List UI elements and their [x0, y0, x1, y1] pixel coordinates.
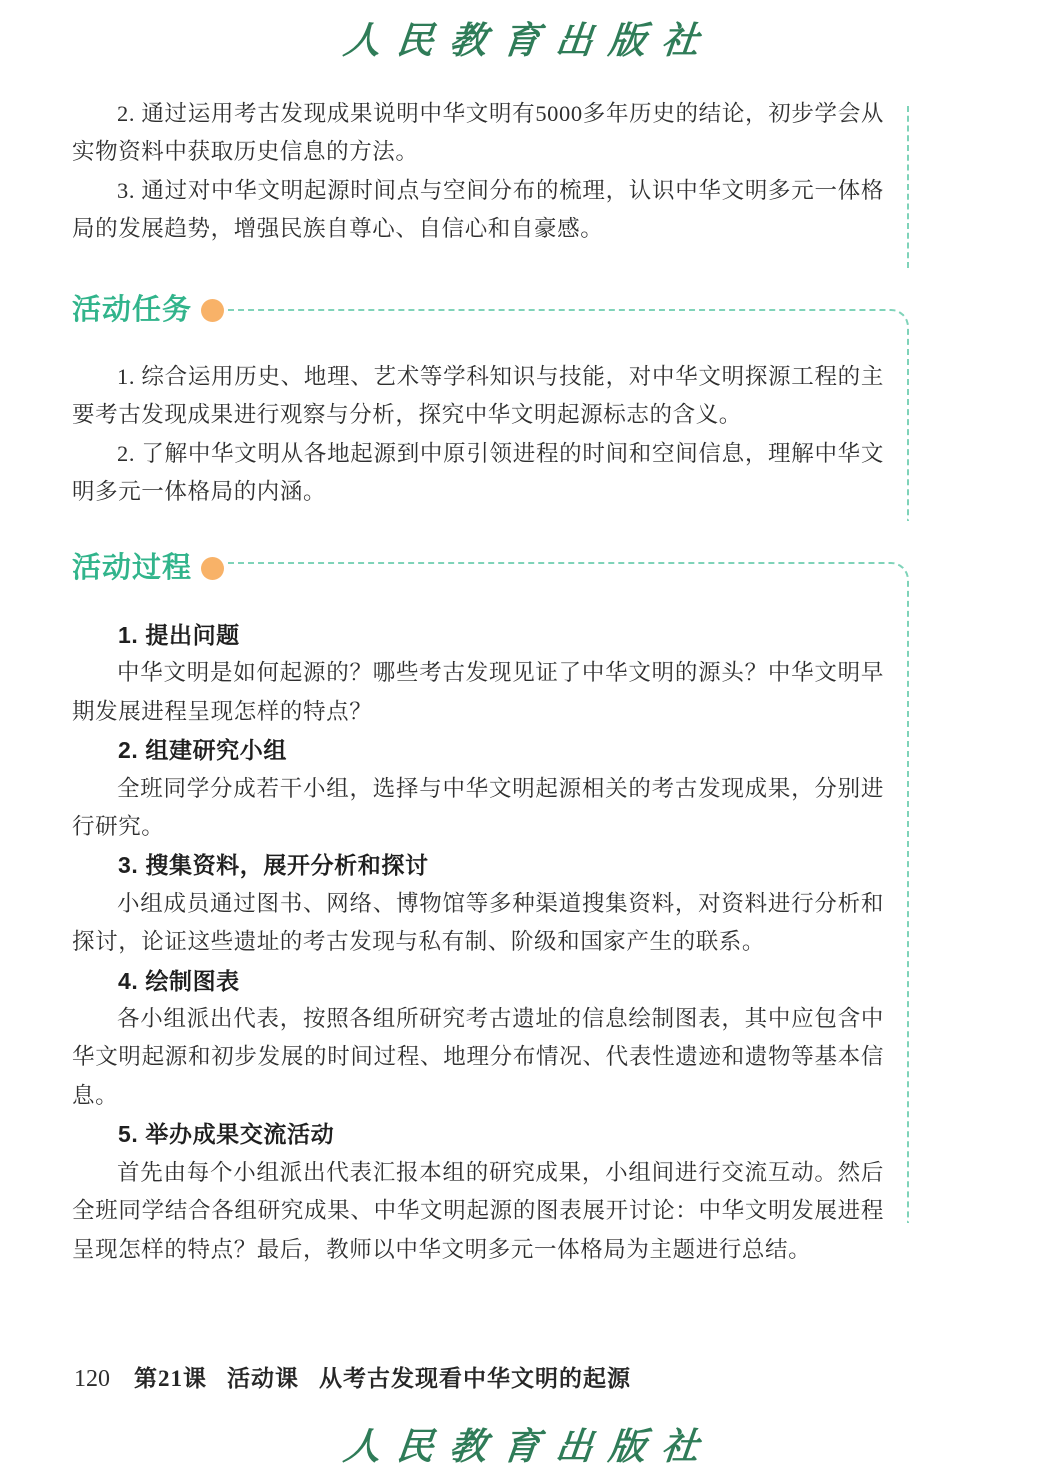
publisher-watermark-top: 人民教育出版社: [341, 18, 717, 62]
task-paragraph: 2. 了解中华文明从各地起源到中原引领进程的时间和空间信息，理解中华文明多元一体格局的内涵。: [72, 440, 884, 505]
footer-lesson-type: 活动课: [227, 1366, 299, 1391]
section-body-process: [72, 616, 884, 1269]
activity-step-heading: 4. 绘制图表: [118, 967, 240, 994]
intro-paragraph: 2. 通过运用考古发现成果说明中华文明有5000多年历史的结论，初步学会从实物资料中获取历史信息的方法。: [72, 101, 884, 165]
intro-paragraph: 3. 通过对中华文明起源时间点与空间分布的梳理，认识中华文明多元一体格局的发展趋势，增强民族自尊心、自信心和自豪感。: [72, 177, 884, 242]
section-title-process: 活动过程: [72, 552, 193, 584]
activity-step-heading: 5. 举办成果交流活动: [118, 1121, 335, 1148]
activity-step-body: 首先由每个小组派出代表汇报本组的研究成果，小组间进行交流互动。然后全班同学结合各组研究成果、中华文明起源的图表展开讨论：中华文明发展进程呈现怎样的特点？最后，教师以中华文明多元一体格局为主题进行总结。: [72, 1159, 884, 1262]
section-header-tasks: [72, 293, 224, 327]
page-footer: [74, 1360, 631, 1393]
section-body-tasks: [72, 358, 884, 512]
publisher-watermark-bottom: 人民教育出版社: [341, 1424, 717, 1468]
activity-step-body: 全班同学分成若干小组，选择与中华文明起源相关的考古发现成果，分别进行研究。: [72, 775, 884, 840]
intro-paragraphs: [72, 95, 884, 249]
orange-dot-icon: [201, 299, 224, 322]
activity-step-body: 中华文明是如何起源的？哪些考古发现见证了中华文明的源头？中华文明早期发展进程呈现怎样的特点？: [72, 660, 884, 724]
activity-step-heading: 2. 组建研究小组: [118, 737, 287, 764]
task-paragraph: 1. 综合运用历史、地理、艺术等学科知识与技能，对中华文明探源工程的主要考古发现成果进行观察与分析，探究中华文明起源标志的含义。: [72, 364, 884, 428]
activity-step-body: 小组成员通过图书、网络、博物馆等多种渠道搜集资料，对资料进行分析和探讨，论证这些遗址的考古发现与私有制、阶级和国家产生的联系。: [72, 890, 884, 955]
section-header-process: [72, 551, 224, 585]
section-title-tasks: 活动任务: [72, 294, 193, 326]
footer-page-number: 120: [74, 1366, 110, 1392]
activity-step-body: 各小组派出代表，按照各组所研究考古遗址的信息绘制图表，其中应包含中华文明起源和初步发展的时间过程、地理分布情况、代表性遗迹和遗物等基本信息。: [72, 1006, 884, 1108]
activity-step-heading: 3. 搜集资料，展开分析和探讨: [118, 852, 429, 879]
previous-section-dashed-border: [907, 106, 909, 268]
activity-step-heading: 1. 提出问题: [118, 622, 240, 648]
footer-lesson-title: 从考古发现看中华文明的起源: [319, 1366, 631, 1391]
footer-lesson-number: 第21课: [134, 1366, 207, 1391]
orange-dot-icon: [201, 557, 224, 580]
